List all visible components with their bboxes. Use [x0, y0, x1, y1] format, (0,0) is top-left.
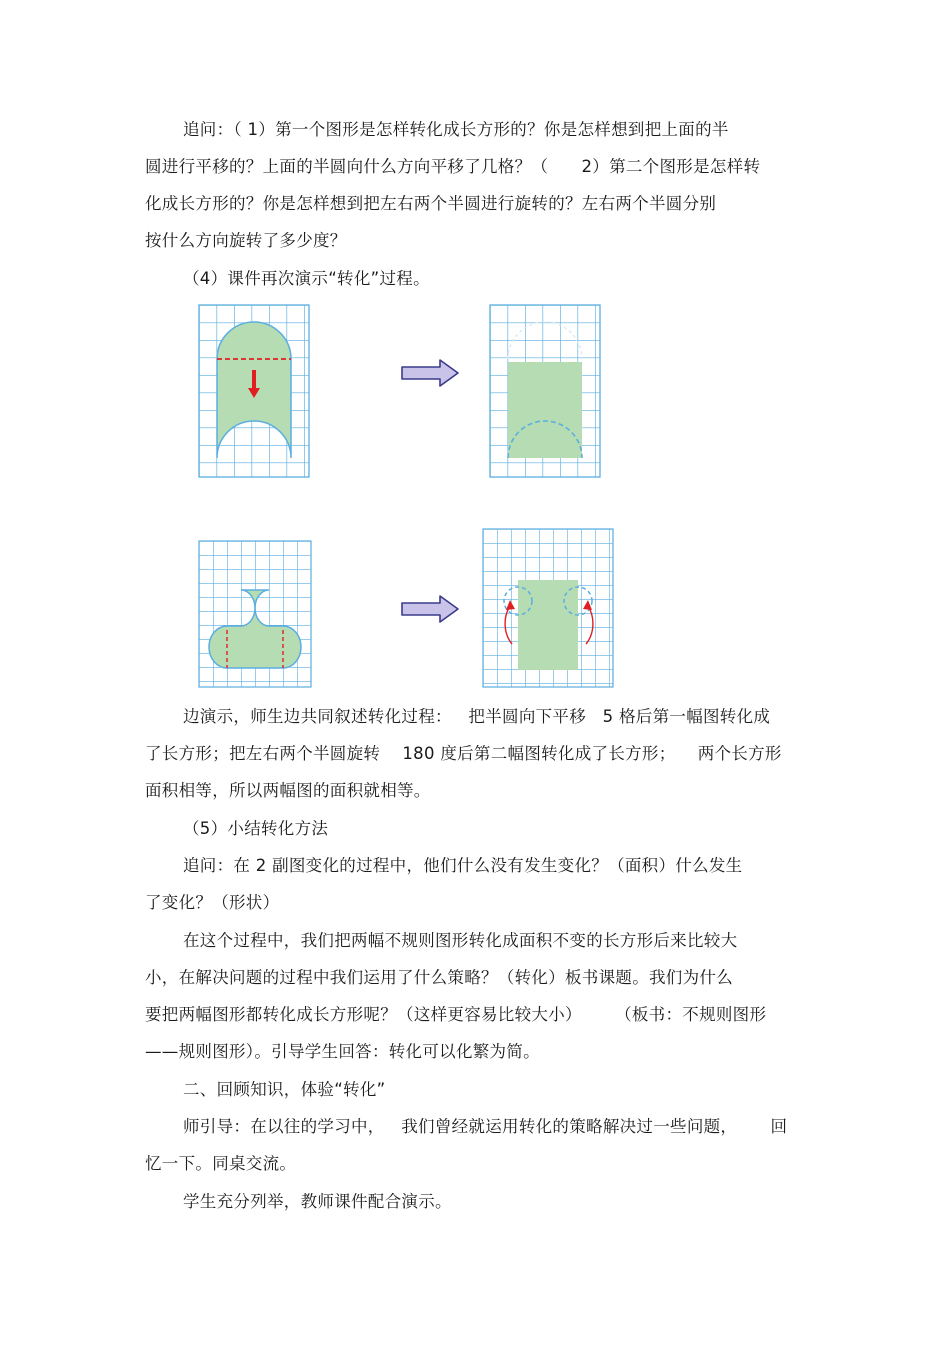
text-line: 追问：在 2 副图变化的过程中，他们什么没有发生变化？（面积）什么发生: [183, 856, 743, 875]
text-line: 要把两幅图形都转化成长方形呢？（这样更容易比较大小） （板书：不规则图形: [145, 1005, 767, 1024]
text-line: 在这个过程中，我们把两幅不规则图形转化成面积不变的长方形后来比较大: [183, 931, 738, 950]
figure-semicircle-rotate-after: [482, 528, 616, 690]
right-arrow-icon: [400, 594, 462, 624]
text-line: 师引导：在以往的学习中， 我们曾经就运用转化的策略解决过一些问题， 回: [183, 1117, 788, 1136]
text-line: 忆一下。同桌交流。: [145, 1154, 297, 1173]
text-line: 学生充分列举，教师课件配合演示。: [183, 1192, 452, 1211]
text-line: 边演示，师生边共同叙述转化过程： 把半圆向下平移 5 格后第一幅图转化成: [183, 707, 771, 726]
text-line: 追问：（ 1）第一个图形是怎样转化成长方形的？你是怎样想到把上面的半: [183, 120, 729, 139]
text-line: 了变化？（形状）: [145, 893, 280, 912]
text-line: 化成长方形的？你是怎样想到把左右两个半圆进行旋转的？左右两个半圆分别: [145, 194, 717, 213]
text-line: 了长方形；把左右两个半圆旋转 180 度后第二幅图转化成了长方形； 两个长方形: [145, 744, 782, 763]
right-arrow-icon: [400, 358, 462, 388]
text-line: 圆进行平移的？上面的半圆向什么方向平移了几格？（ 2）第二个图形是怎样转: [145, 157, 761, 176]
text-line: 面积相等，所以两幅图的面积就相等。: [145, 781, 431, 800]
figure-semicircle-translate-before: [198, 304, 312, 478]
text-line: （4）课件再次演示“转化”过程。: [183, 269, 430, 288]
text-line: 二、回顾知识，体验“转化”: [183, 1080, 386, 1099]
figure-semicircle-rotate-before: [198, 540, 314, 690]
text-line: 按什么方向旋转了多少度？: [145, 231, 347, 250]
figure-semicircle-translate-after: [489, 304, 603, 478]
text-line: 小，在解决问题的过程中我们运用了什么策略？（转化）板书课题。我们为什么: [145, 968, 733, 987]
text-line: ——规则图形）。引导学生回答：转化可以化繁为简。: [145, 1042, 540, 1061]
text-line: （5）小结转化方法: [183, 819, 329, 838]
